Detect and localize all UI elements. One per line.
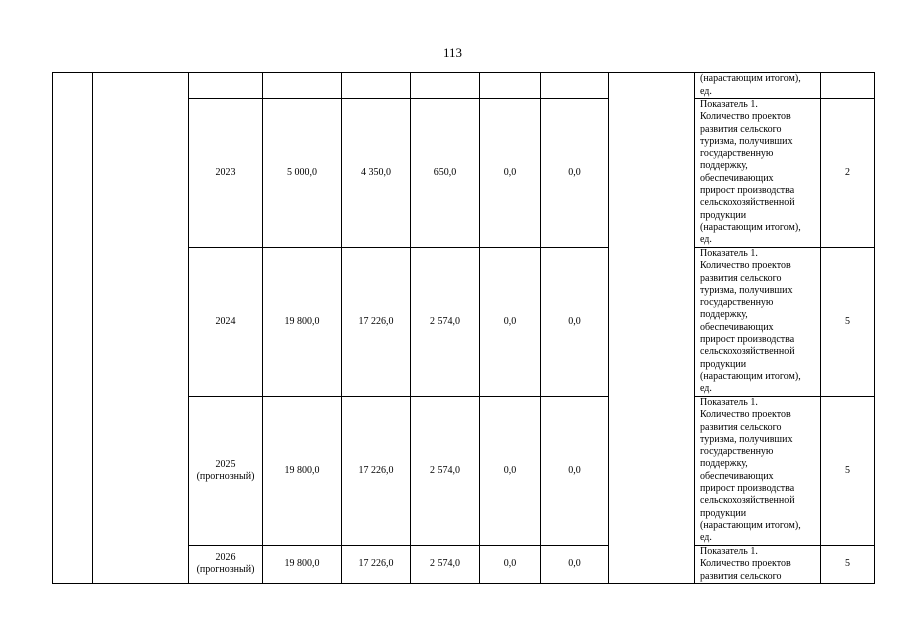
- target-value-cell: 5: [821, 248, 875, 397]
- other-sources-cell: 0,0: [541, 248, 609, 397]
- total-cell: 5 000,0: [263, 99, 342, 248]
- local-budget-cell: 0,0: [480, 99, 541, 248]
- local-budget-cell: 0,0: [480, 397, 541, 546]
- target-value-cell: 5: [821, 546, 875, 584]
- local-budget-cell: 0,0: [480, 546, 541, 584]
- regional-budget-cell: 2 574,0: [411, 248, 480, 397]
- event-name-column-cell: [93, 73, 189, 584]
- local-budget-cell: [480, 73, 541, 99]
- federal-budget-cell: 17 226,0: [342, 248, 411, 397]
- total-cell: [263, 73, 342, 99]
- federal-budget-cell: [342, 73, 411, 99]
- other-sources-cell: [541, 73, 609, 99]
- indicator-cell: Показатель 1. Количество проектов развития сельского туризма, получивших государственную поддержку, обеспечивающих прирост производства сельскохозяйственной продукции (нарастающим итогом), ед.: [695, 248, 821, 397]
- year-cell: 2025 (прогнозный): [189, 397, 263, 546]
- federal-budget-cell: 4 350,0: [342, 99, 411, 248]
- target-value-cell: 5: [821, 397, 875, 546]
- year-cell: [189, 73, 263, 99]
- total-cell: 19 800,0: [263, 397, 342, 546]
- year-cell: 2023: [189, 99, 263, 248]
- indicator-cell: Показатель 1. Количество проектов развития сельского: [695, 546, 821, 584]
- regional-budget-cell: 2 574,0: [411, 397, 480, 546]
- indicator-cell: Показатель 1. Количество проектов развития сельского туризма, получивших государственную поддержку, обеспечивающих прирост производства сельскохозяйственной продукции (нарастающим итогом), ед.: [695, 397, 821, 546]
- total-cell: 19 800,0: [263, 546, 342, 584]
- number-column-cell: [53, 73, 93, 584]
- year-cell: 2026 (прогнозный): [189, 546, 263, 584]
- total-cell: 19 800,0: [263, 248, 342, 397]
- year-cell: 2024: [189, 248, 263, 397]
- target-value-cell: [821, 73, 875, 99]
- regional-budget-cell: [411, 73, 480, 99]
- indicator-cell: Показатель 1. Количество проектов развития сельского туризма, получивших государственную поддержку, обеспечивающих прирост производства сельскохозяйственной продукции (нарастающим итогом), ед.: [695, 99, 821, 248]
- federal-budget-cell: 17 226,0: [342, 546, 411, 584]
- regional-budget-cell: 2 574,0: [411, 546, 480, 584]
- other-sources-cell: 0,0: [541, 99, 609, 248]
- federal-budget-cell: 17 226,0: [342, 397, 411, 546]
- regional-budget-cell: 650,0: [411, 99, 480, 248]
- table-row-continuation: [53, 73, 875, 99]
- target-value-cell: 2: [821, 99, 875, 248]
- executor-column-cell: [609, 73, 695, 584]
- other-sources-cell: 0,0: [541, 546, 609, 584]
- indicator-cell: (нарастающим итогом), ед.: [695, 73, 821, 99]
- other-sources-cell: 0,0: [541, 397, 609, 546]
- budget-table: [52, 72, 875, 584]
- local-budget-cell: 0,0: [480, 248, 541, 397]
- page-number: 113: [442, 45, 463, 60]
